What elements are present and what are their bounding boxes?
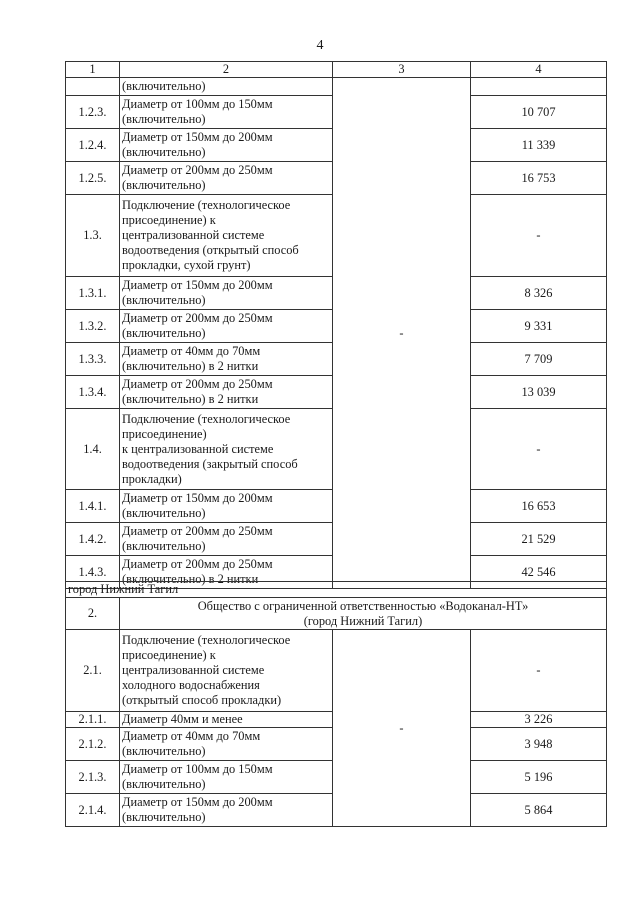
row-number: 1.3.4. xyxy=(66,376,120,409)
row-value: 10 707 xyxy=(471,96,607,129)
row-description: Диаметр от 200мм до 250мм (включительно) xyxy=(120,523,333,556)
row-number: 1.3.2. xyxy=(66,310,120,343)
row-value: 13 039 xyxy=(471,376,607,409)
row-description: Диаметр от 150мм до 200мм (включительно) xyxy=(120,490,333,523)
row-value: 9 331 xyxy=(471,310,607,343)
row-value: 5 864 xyxy=(471,794,607,827)
row-number: 1.2.5. xyxy=(66,162,120,195)
row-description: Диаметр от 150мм до 200мм (включительно) xyxy=(120,277,333,310)
header-col-4: 4 xyxy=(471,62,607,78)
row-description: Подключение (технологическое присоединение) к централизованной системе холодного водоснабжения (открытый способ прокладки) xyxy=(120,630,333,712)
row-description: Диаметр от 40мм до 70мм (включительно) в 2 нитки xyxy=(120,343,333,376)
row-value: 11 339 xyxy=(471,129,607,162)
page-number: 4 xyxy=(316,38,324,53)
row-number: 2.1.2. xyxy=(66,728,120,761)
row-number: 1.2.4. xyxy=(66,129,120,162)
header-row xyxy=(66,62,607,78)
row-number: 2. xyxy=(66,598,120,630)
row-description: Диаметр от 40мм до 70мм (включительно) xyxy=(120,728,333,761)
header-col-3: 3 xyxy=(333,62,471,78)
row-number: 1.3.3. xyxy=(66,343,120,376)
row-description: Диаметр от 150мм до 200мм (включительно) xyxy=(120,794,333,827)
row-number: 1.4. xyxy=(66,409,120,490)
row-value: 5 196 xyxy=(471,761,607,794)
row-description: Диаметр от 150мм до 200мм (включительно) xyxy=(120,129,333,162)
row-value: 16 653 xyxy=(471,490,607,523)
row-number: 1.4.2. xyxy=(66,523,120,556)
merged-column-3-dash: - xyxy=(333,630,471,827)
city-row xyxy=(66,582,607,598)
row-number: 2.1. xyxy=(66,630,120,712)
merged-column-3-dash: - xyxy=(333,78,471,589)
row-description: (включительно) xyxy=(120,78,333,96)
row-number: 1.4.3. xyxy=(66,556,120,589)
tariff-table xyxy=(65,61,607,589)
row-description: Диаметр от 100мм до 150мм (включительно) xyxy=(120,761,333,794)
table-row xyxy=(66,630,607,712)
row-description: Диаметр от 200мм до 250мм (включительно) xyxy=(120,162,333,195)
row-value: 42 546 xyxy=(471,556,607,589)
row-value xyxy=(471,78,607,96)
row-value: 16 753 xyxy=(471,162,607,195)
row-value: - xyxy=(471,630,607,712)
row-value: 3 226 xyxy=(471,712,607,728)
row-value: 7 709 xyxy=(471,343,607,376)
row-number xyxy=(66,78,120,96)
row-number: 2.1.1. xyxy=(66,712,120,728)
row-number: 1.2.3. xyxy=(66,96,120,129)
city-label: город Нижний Тагил xyxy=(66,582,607,598)
row-number: 1.4.1. xyxy=(66,490,120,523)
row-value: 21 529 xyxy=(471,523,607,556)
row-value: - xyxy=(471,195,607,277)
row-number: 1.3.1. xyxy=(66,277,120,310)
header-col-1: 1 xyxy=(66,62,120,78)
row-value: - xyxy=(471,409,607,490)
row-description: Диаметр 40мм и менее xyxy=(120,712,333,728)
row-description: Подключение (технологическое присоединение) к централизованной системе водоотведения (открытый способ прокладки, сухой грунт) xyxy=(120,195,333,277)
row-number: 1.3. xyxy=(66,195,120,277)
row-description: Диаметр от 200мм до 250мм (включительно) в 2 нитки xyxy=(120,376,333,409)
row-description: Диаметр от 100мм до 150мм (включительно) xyxy=(120,96,333,129)
organization-name: Общество с ограниченной ответственностью «Водоканал-НТ» (город Нижний Тагил) xyxy=(120,598,607,630)
row-description: Подключение (технологическое присоединение) к централизованной системе водоотведения (закрытый способ прокладки) xyxy=(120,409,333,490)
organization-row xyxy=(66,598,607,630)
header-col-2: 2 xyxy=(120,62,333,78)
row-number: 2.1.4. xyxy=(66,794,120,827)
row-value: 8 326 xyxy=(471,277,607,310)
table-row-continued xyxy=(66,78,607,96)
tariff-table-section-2 xyxy=(65,581,607,827)
row-description: Диаметр от 200мм до 250мм (включительно) xyxy=(120,310,333,343)
row-number: 2.1.3. xyxy=(66,761,120,794)
row-description: Диаметр от 200мм до 250мм (включительно) в 2 нитки xyxy=(120,556,333,589)
row-value: 3 948 xyxy=(471,728,607,761)
